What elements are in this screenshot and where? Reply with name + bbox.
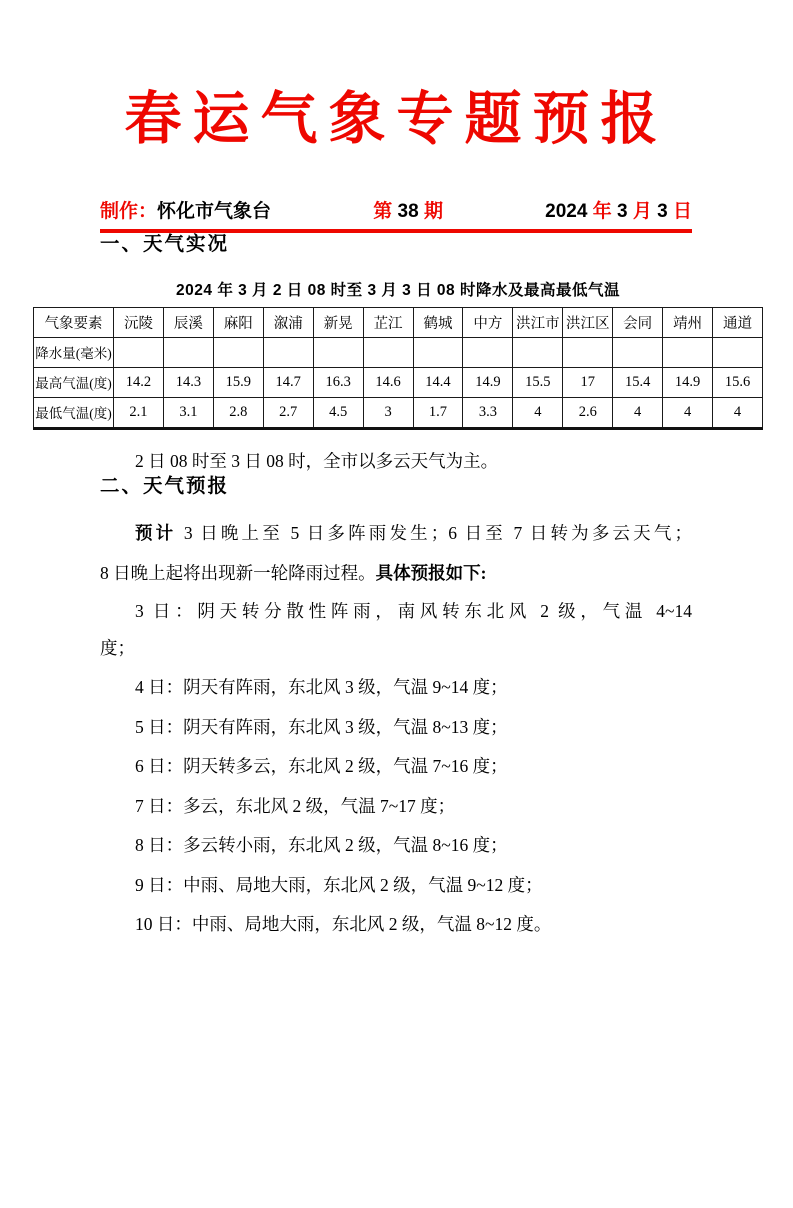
date-day-unit: 日 <box>672 200 692 222</box>
table-cell <box>663 337 713 367</box>
section-weather-actual-heading: 一、天气实况 <box>100 232 230 255</box>
table-cell: 4 <box>663 397 713 428</box>
table-cell: 4 <box>713 397 763 428</box>
document-title: 春运气象专题预报 <box>124 85 669 152</box>
table-header-station: 鹤城 <box>413 307 463 337</box>
table-cell <box>713 337 763 367</box>
forecast-line: 7 日：多云，东北风 2 级，气温 7~17 度； <box>135 795 456 816</box>
table-header-station: 洪江市 <box>513 307 563 337</box>
issue-prefix: 第 <box>373 200 393 222</box>
table-cell: 14.2 <box>114 367 164 397</box>
forecast-item <box>100 669 692 706</box>
table-cell: 14.4 <box>413 367 463 397</box>
forecast-item <box>100 827 692 864</box>
forecast-intro <box>100 513 692 593</box>
section-forecast-heading: 二、天气预报 <box>100 474 230 497</box>
document-page <box>0 86 793 1208</box>
table-header-station: 溆浦 <box>263 307 313 337</box>
issue-suffix: 期 <box>423 200 443 222</box>
table-header-station: 辰溪 <box>163 307 213 337</box>
table-cell <box>263 337 313 367</box>
table-cell <box>413 337 463 367</box>
document-body <box>35 232 753 943</box>
producer-name: 怀化市气象台 <box>157 200 272 222</box>
table-cell: 14.7 <box>263 367 313 397</box>
forecast-line: 5 日：阴天有阵雨，东北风 3 级，气温 8~13 度； <box>135 716 508 737</box>
table-cell: 4 <box>513 397 563 428</box>
observation-table-head <box>34 307 763 337</box>
table-header-element: 气象要素 <box>34 307 114 337</box>
table-cell: 4.5 <box>313 397 363 428</box>
table-cell <box>313 337 363 367</box>
table-cell <box>513 337 563 367</box>
observation-summary: 2 日 08 时至 3 日 08 时，全市以多云天气为主。 <box>135 450 499 471</box>
issue-number-group <box>373 196 443 223</box>
observation-table-body <box>34 337 763 428</box>
table-header-station: 中方 <box>463 307 513 337</box>
table-cell <box>463 337 513 367</box>
date-year: 2024 <box>545 200 593 222</box>
issue-number: 38 <box>392 200 424 222</box>
table-cell: 2.7 <box>263 397 313 428</box>
table-cell: 15.6 <box>713 367 763 397</box>
forecast-item <box>100 748 692 785</box>
producer-label: 制作： <box>100 200 158 222</box>
table-cell: 14.9 <box>663 367 713 397</box>
table-header-station: 沅陵 <box>114 307 164 337</box>
table-row-label: 降水量(毫米) <box>34 337 114 367</box>
table-header-station: 洪江区 <box>563 307 613 337</box>
table-cell <box>114 337 164 367</box>
table-header-row <box>34 307 763 337</box>
table-header-station: 靖州 <box>663 307 713 337</box>
forecast-line: 10 日：中雨、局地大雨，东北风 2 级，气温 8~12 度。 <box>135 914 552 935</box>
table-cell: 3.1 <box>163 397 213 428</box>
table-cell: 2.6 <box>563 397 613 428</box>
table-header-station: 通道 <box>713 307 763 337</box>
forecast-line: 6 日：阴天转多云，东北风 2 级，气温 7~16 度； <box>135 756 508 777</box>
forecast-intro-rest: 3 日晚上至 5 日多阵雨发生；6 日至 7 日转为多云天气； <box>176 523 693 544</box>
forecast-line: 度； <box>100 637 135 658</box>
table-cell: 17 <box>563 367 613 397</box>
observation-table <box>33 307 763 430</box>
table-header-station: 会同 <box>613 307 663 337</box>
table-cell: 3.3 <box>463 397 513 428</box>
forecast-list <box>100 593 692 943</box>
forecast-item <box>100 709 692 746</box>
table-cell <box>213 337 263 367</box>
forecast-item <box>100 906 692 943</box>
table-cell <box>613 337 663 367</box>
table-row-label: 最高气温(度) <box>34 367 114 397</box>
observation-table-title: 2024 年 3 月 2 日 08 时至 3 月 3 日 08 时降水及最高最低气温 <box>176 281 620 299</box>
table-cell: 4 <box>613 397 663 428</box>
table-header-station: 麻阳 <box>213 307 263 337</box>
date-year-unit: 年 <box>592 200 612 222</box>
forecast-item <box>100 867 692 904</box>
table-cell <box>563 337 613 367</box>
forecast-item <box>100 788 692 825</box>
table-cell: 2.1 <box>114 397 164 428</box>
table-cell: 1.7 <box>413 397 463 428</box>
table-cell: 14.9 <box>463 367 513 397</box>
table-cell: 15.5 <box>513 367 563 397</box>
forecast-intro-bold: 预计 <box>135 523 177 544</box>
table-cell: 2.8 <box>213 397 263 428</box>
forecast-line: 8 日：多云转小雨，东北风 2 级，气温 8~16 度； <box>135 835 508 856</box>
table-header-station: 芷江 <box>363 307 413 337</box>
table-header-station: 新晃 <box>313 307 363 337</box>
forecast-item <box>100 593 692 666</box>
forecast-intro-line2-text: 8 日晚上起将出现新一轮降雨过程。 <box>100 563 376 584</box>
table-cell <box>363 337 413 367</box>
document-meta-row <box>100 196 692 223</box>
forecast-line: 9 日：中雨、局地大雨，东北风 2 级，气温 9~12 度； <box>135 874 543 895</box>
issue-date <box>545 196 692 223</box>
forecast-intro-line-2 <box>100 553 692 593</box>
table-row-label: 最低气温(度) <box>34 397 114 428</box>
forecast-line: 4 日：阴天有阵雨，东北风 3 级，气温 9~14 度； <box>135 677 508 698</box>
forecast-intro-line-1 <box>100 513 692 553</box>
table-cell: 15.4 <box>613 367 663 397</box>
date-day: 3 <box>651 200 673 222</box>
table-row <box>34 397 763 428</box>
forecast-line: 3 日：阴天转分散性阵雨，南风转东北风 2 级，气温 4~14 <box>135 601 692 622</box>
table-cell: 14.3 <box>163 367 213 397</box>
table-cell: 16.3 <box>313 367 363 397</box>
date-month: 3 <box>611 200 633 222</box>
table-cell: 15.9 <box>213 367 263 397</box>
date-month-unit: 月 <box>632 200 652 222</box>
table-cell: 14.6 <box>363 367 413 397</box>
table-row <box>34 337 763 367</box>
table-row <box>34 367 763 397</box>
table-cell: 3 <box>363 397 413 428</box>
forecast-intro-line2-bold: 具体预报如下: <box>375 563 487 584</box>
producer <box>100 196 271 223</box>
table-cell <box>163 337 213 367</box>
